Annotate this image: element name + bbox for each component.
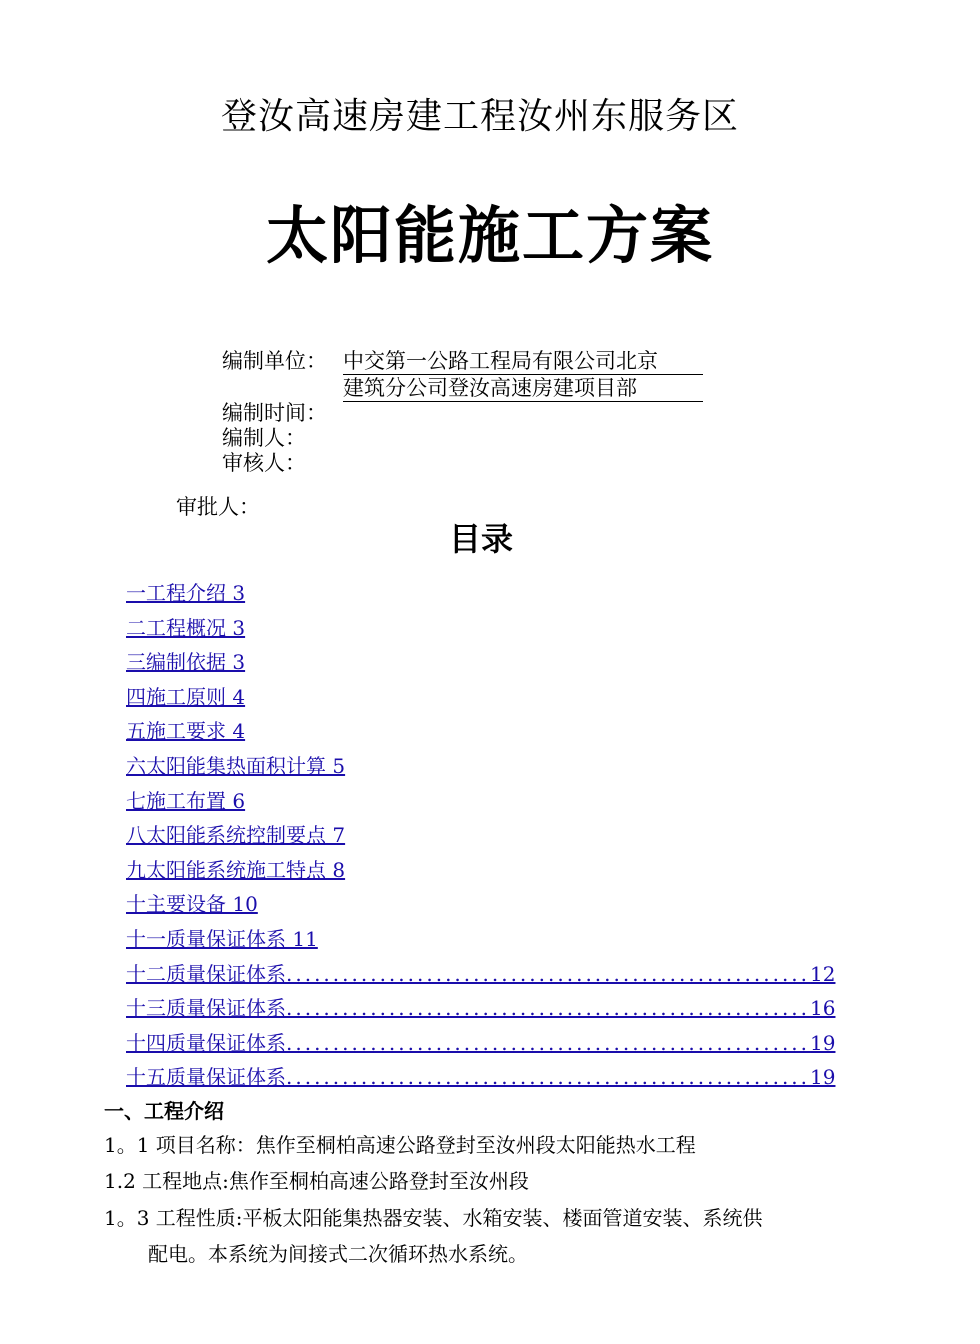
author-label: 编制人：	[222, 426, 306, 450]
toc-link[interactable]: 二工程概况 3	[126, 615, 246, 640]
meta-author	[222, 425, 306, 451]
document-subtitle: 登汝高速房建工程汝州东服务区	[220, 96, 739, 137]
meta-unit	[222, 348, 658, 400]
toc-link[interactable]	[126, 992, 836, 1024]
toc-item	[126, 612, 786, 647]
toc-item	[126, 577, 786, 612]
paragraph-line: 配电。本系统为间接式二次循环热水系统。	[148, 1242, 528, 1266]
toc-link[interactable]: 一工程介绍 3	[126, 581, 246, 605]
toc-page-number: 19	[810, 1065, 836, 1090]
toc-item	[126, 819, 786, 854]
toc-link[interactable]	[126, 958, 836, 990]
toc-item	[126, 1027, 836, 1062]
toc-item	[126, 923, 786, 958]
toc-link[interactable]: 十一质量保证体系 11	[126, 926, 318, 951]
paragraph-line: 1。3 工程性质:平板太阳能集热器安装、水箱安装、楼面管道安装、系统供	[104, 1206, 763, 1230]
toc-link[interactable]	[126, 1027, 836, 1059]
toc-page-number: 16	[810, 996, 836, 1021]
time-label: 编制时间：	[222, 401, 327, 425]
toc-item	[126, 785, 786, 820]
toc-page-number: 12	[810, 961, 836, 986]
toc-item	[126, 715, 786, 750]
toc-item	[126, 958, 836, 993]
toc-link[interactable]: 八太阳能系统控制要点 7	[126, 823, 346, 848]
toc-heading: 目录	[448, 520, 513, 558]
toc-link[interactable]: 五施工要求 4	[126, 719, 246, 744]
toc-item	[126, 992, 836, 1027]
toc-link[interactable]: 十主要设备 10	[126, 892, 258, 917]
section-heading: 一、工程介绍	[104, 1099, 224, 1123]
toc-title: 十二质量保证体系	[126, 961, 286, 986]
toc-title: 十四质量保证体系	[126, 1030, 286, 1055]
approver-label: 审批人：	[176, 495, 260, 519]
toc-item	[126, 888, 786, 923]
toc-link[interactable]: 四施工原则 4	[126, 684, 246, 709]
toc-link[interactable]: 九太阳能系统施工特点 8	[126, 857, 346, 882]
unit-label: 编制单位：	[222, 349, 327, 373]
paragraph-project-nature	[104, 1205, 874, 1267]
toc-link[interactable]: 三编制依据 3	[126, 650, 246, 675]
toc-item	[126, 681, 786, 716]
toc-leader-dots: ........................................................	[286, 1065, 811, 1090]
meta-time	[222, 400, 327, 426]
toc-link[interactable]: 六太阳能集热面积计算 5	[126, 753, 346, 778]
unit-value-line2: 建筑分公司登汝高速房建项目部	[343, 375, 703, 402]
toc-leader-dots: ........................................................	[286, 1030, 811, 1055]
meta-reviewer	[222, 450, 306, 476]
toc-title: 十五质量保证体系	[126, 1065, 286, 1090]
paragraph-project-name: 1。1 项目名称：焦作至桐柏高速公路登封至汝州段太阳能热水工程	[104, 1133, 696, 1157]
unit-value-line1: 中交第一公路工程局有限公司北京	[343, 348, 703, 375]
document-title: 太阳能施工方案	[265, 199, 714, 272]
unit-value	[343, 348, 703, 402]
toc-title: 十三质量保证体系	[126, 996, 286, 1021]
toc-link[interactable]	[126, 1061, 836, 1093]
toc-link[interactable]: 七施工布置 6	[126, 788, 246, 813]
toc-item	[126, 646, 786, 681]
toc-page-number: 19	[810, 1030, 836, 1055]
table-of-contents	[126, 577, 836, 1096]
toc-leader-dots: ........................................................	[286, 996, 811, 1021]
toc-leader-dots: ........................................................	[286, 961, 811, 986]
toc-item	[126, 854, 786, 889]
toc-item	[126, 1061, 836, 1096]
paragraph-project-location: 1.2 工程地点:焦作至桐柏高速公路登封至汝州段	[104, 1169, 529, 1193]
toc-item	[126, 750, 786, 785]
reviewer-label: 审核人：	[222, 451, 306, 475]
